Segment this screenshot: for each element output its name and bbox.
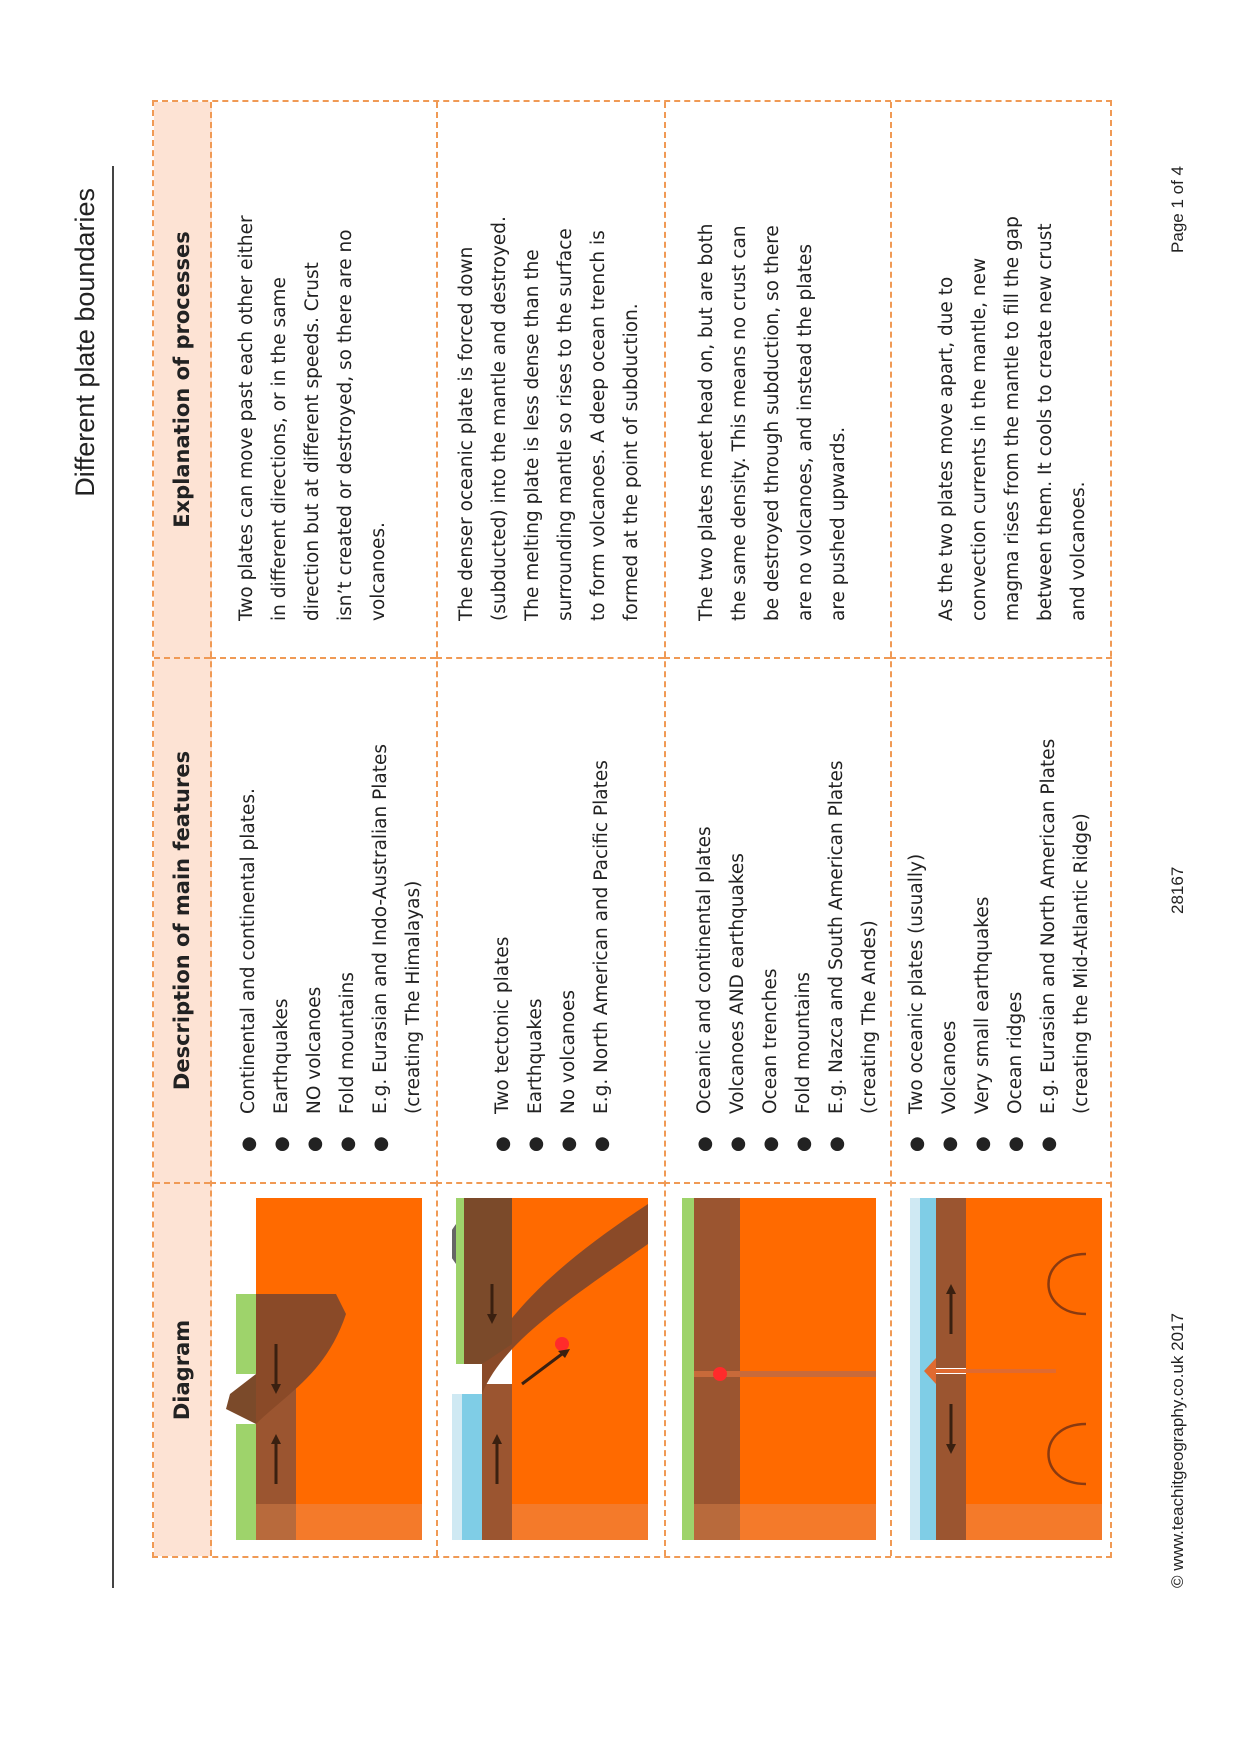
- explanation-text: Two plates can move past each other either in different directions, or in the same direction but at different speeds. Crust isn’t created or destroyed, so there are no volcanoes.: [236, 215, 389, 621]
- list-item: ● E.g. North American and Pacific Plates: [585, 669, 618, 1152]
- features-list: [688, 669, 886, 1152]
- diagram-cell: [890, 1184, 1112, 1556]
- list-item: ● Continental and continental plates.: [232, 669, 265, 1152]
- table-row: [436, 102, 666, 1556]
- bullet-icon: ●: [793, 1136, 814, 1152]
- list-item: ● No volcanoes: [552, 669, 585, 1152]
- table-row: [210, 102, 438, 1556]
- bullet-icon: ●: [939, 1136, 960, 1152]
- list-item: ● Two tectonic plates: [486, 669, 519, 1152]
- list-item: ● Earthquakes: [519, 669, 552, 1152]
- explanation-text: The two plates meet head on, but are both the same density. This means no crust can be destroyed through subduction, so there are no volcanoes, and instead the plates are pushed upwards.: [696, 223, 849, 621]
- footer-code: 28167: [1168, 866, 1187, 914]
- footer-page-number: Page 1 of 4: [1168, 166, 1187, 253]
- header-explanation: Explanation of processes: [154, 102, 210, 659]
- bullet-icon: ●: [525, 1136, 546, 1152]
- bullet-icon: ●: [370, 1136, 391, 1152]
- features-cell: [890, 659, 1112, 1184]
- features-list: [900, 669, 1098, 1152]
- bullet-icon: ●: [271, 1136, 292, 1152]
- divergent-diagram: [906, 1198, 1102, 1544]
- bullet-icon: ●: [304, 1136, 325, 1152]
- features-cell: [436, 659, 664, 1184]
- explanation-text: As the two plates move apart, due to convection currents in the mantle, new magma rises from the mantle to fill the gap between them. It cools to create new crust and volcanoes.: [936, 216, 1089, 621]
- diagram-cell: [664, 1184, 890, 1556]
- subduction-diagram: [452, 1198, 648, 1544]
- page-title: Different plate boundaries: [70, 188, 100, 497]
- list-item: ● E.g. Nazca and South American Plates (creating The Andes): [820, 669, 886, 1152]
- table-header-row: [154, 102, 212, 1556]
- bullet-icon: ●: [760, 1136, 781, 1152]
- features-list: [232, 669, 430, 1152]
- list-item: ● Ocean ridges: [999, 669, 1032, 1152]
- title-rule: [112, 166, 114, 1588]
- collision-mountains-diagram: [680, 1198, 876, 1544]
- list-item: ● Ocean trenches: [754, 669, 787, 1152]
- diagram-cell: [436, 1184, 664, 1556]
- list-item: ● Fold mountains: [787, 669, 820, 1152]
- bullet-icon: ●: [694, 1136, 715, 1152]
- diagram-cell: [210, 1184, 436, 1556]
- list-item: ● Fold mountains: [331, 669, 364, 1152]
- bullet-icon: ●: [1005, 1136, 1026, 1152]
- list-item: ● Volcanoes AND earthquakes: [721, 669, 754, 1152]
- bullet-icon: ●: [727, 1136, 748, 1152]
- plate-boundaries-table: [152, 100, 1112, 1558]
- features-list: [486, 669, 618, 1152]
- explanation-cell: [436, 102, 664, 659]
- bullet-icon: ●: [492, 1136, 513, 1152]
- explanation-cell: [210, 102, 436, 659]
- list-item: ● Very small earthquakes: [966, 669, 999, 1152]
- list-item: ● E.g. Eurasian and North American Plates (creating the Mid-Atlantic Ridge): [1032, 669, 1098, 1152]
- header-features: Description of main features: [154, 659, 210, 1184]
- footer-copyright: © www.teachitgeography.co.uk 2017: [1168, 1313, 1187, 1588]
- bullet-icon: ●: [558, 1136, 579, 1152]
- list-item: ● E.g. Eurasian and Indo-Australian Plates (creating The Himalayas): [364, 669, 430, 1152]
- table-row: [664, 102, 892, 1556]
- bullet-icon: ●: [906, 1136, 927, 1152]
- list-item: ● Volcanoes: [933, 669, 966, 1152]
- collision-diagram: [226, 1198, 422, 1544]
- list-item: ● NO volcanoes: [298, 669, 331, 1152]
- table-row: [890, 102, 1112, 1556]
- list-item: ● Two oceanic plates (usually): [900, 669, 933, 1152]
- bullet-icon: ●: [238, 1136, 259, 1152]
- list-item: ● Earthquakes: [265, 669, 298, 1152]
- explanation-cell: [890, 102, 1112, 659]
- explanation-cell: [664, 102, 890, 659]
- features-cell: [210, 659, 436, 1184]
- bullet-icon: ●: [1038, 1136, 1059, 1152]
- header-diagram: Diagram: [170, 1319, 194, 1421]
- bullet-icon: ●: [591, 1136, 612, 1152]
- bullet-icon: ●: [972, 1136, 993, 1152]
- list-item: ● Oceanic and continental plates: [688, 669, 721, 1152]
- bullet-icon: ●: [337, 1136, 358, 1152]
- bullet-icon: ●: [826, 1136, 847, 1152]
- features-cell: [664, 659, 890, 1184]
- explanation-text: The denser oceanic plate is forced down (subducted) into the mantle and destroyed. The melting plate is less dense than the surrounding mantle so rises to the surface to form volcanoes. A deep ocean trench is formed at the point of subduction.: [456, 216, 642, 621]
